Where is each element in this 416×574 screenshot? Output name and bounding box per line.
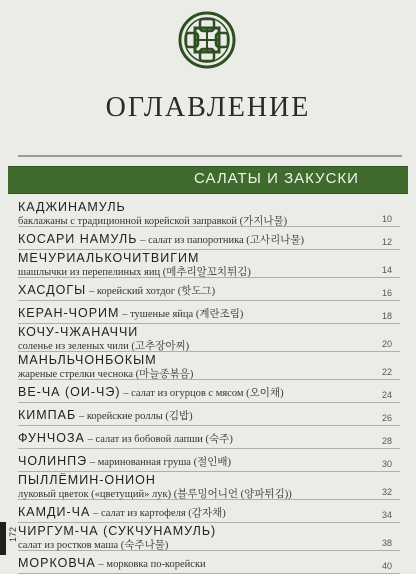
toc-entry[interactable] bbox=[18, 403, 400, 426]
entry-description: – маринованная груша (절인배) bbox=[89, 457, 231, 468]
entry-page: 26 bbox=[381, 413, 392, 423]
entry-name: КИМПАБ bbox=[18, 408, 77, 422]
entry-name: МОРКОВЧА bbox=[18, 556, 96, 570]
entry-name: КЕРАН-ЧОРИМ bbox=[18, 306, 120, 320]
toc-entry[interactable] bbox=[18, 426, 400, 449]
entry-description: салат из ростков маша (숙주나물) bbox=[18, 540, 169, 551]
entry-description: – корейские роллы (김밥) bbox=[78, 411, 193, 422]
entry-description: – тушеные яйца (계란조림) bbox=[122, 309, 244, 320]
entry-description: соленье из зеленых чили (고추장아찌) bbox=[18, 341, 190, 352]
title-divider bbox=[18, 155, 402, 157]
toc-entry[interactable] bbox=[18, 227, 400, 250]
entry-description: – салат из огурцов с мясом (오이채) bbox=[123, 388, 284, 399]
entry-description: – салат из бобовой лапши (숙주) bbox=[87, 434, 233, 445]
entry-name: КОЧУ-ЧЖАНАЧЧИ bbox=[18, 325, 139, 339]
entry-page: 10 bbox=[381, 214, 392, 224]
entry-page: 28 bbox=[381, 436, 392, 446]
entry-page: 12 bbox=[381, 237, 392, 247]
entry-description: шашлычки из перепелиных яиц (메추리알꼬치튀김) bbox=[18, 267, 251, 278]
entry-name: КАМДИ-ЧА bbox=[18, 505, 91, 519]
toc-entry[interactable] bbox=[18, 199, 400, 227]
entry-description: жареные стрелки чеснока (마늘종볶음) bbox=[18, 369, 194, 380]
entry-description: баклажаны с традиционной корейской заправкой (가지나물) bbox=[18, 216, 288, 227]
entry-page: 34 bbox=[381, 510, 392, 520]
entry-page: 18 bbox=[381, 311, 392, 321]
section-title: САЛАТЫ И ЗАКУСКИ bbox=[194, 170, 359, 187]
toc-entry[interactable] bbox=[18, 301, 400, 324]
entry-page: 32 bbox=[381, 487, 392, 497]
entry-name: ФУНЧОЗА bbox=[18, 431, 85, 445]
entry-name: ЧИРГУМ-ЧА (СУКЧУНАМУЛЬ) bbox=[18, 524, 217, 538]
table-of-contents bbox=[18, 199, 400, 574]
entry-name: МЕЧУРИАЛЬКОЧИТВИГИМ bbox=[18, 251, 200, 265]
entry-name: ХАСДОГЫ bbox=[18, 283, 87, 297]
entry-name: КАДЖИНАМУЛЬ bbox=[18, 200, 126, 214]
entry-page: 16 bbox=[381, 288, 392, 298]
entry-description: луковый цветок («цветущий» лук) (블루밍어니언 (양파튀김)) bbox=[18, 489, 292, 500]
folio-bar bbox=[0, 522, 6, 555]
toc-entry[interactable] bbox=[18, 449, 400, 472]
entry-name: КОСАРИ НАМУЛЬ bbox=[18, 232, 138, 246]
entry-page: 30 bbox=[381, 459, 392, 469]
toc-entry[interactable] bbox=[18, 551, 400, 574]
entry-page: 40 bbox=[381, 561, 392, 571]
entry-name: ЧОЛИНПЭ bbox=[18, 454, 88, 468]
entry-description: – салат из папоротника (고사리나물) bbox=[140, 235, 305, 246]
toc-entry[interactable] bbox=[18, 278, 400, 301]
page-number: 172 bbox=[8, 527, 18, 543]
entry-description: – салат из картофеля (감자채) bbox=[93, 508, 226, 519]
toc-entry[interactable] bbox=[18, 324, 400, 352]
entry-name: ВЕ-ЧА (ОИ-ЧЭ) bbox=[18, 385, 121, 399]
toc-entry[interactable] bbox=[18, 472, 400, 500]
page-title: ОГЛАВЛЕНИЕ bbox=[105, 92, 311, 123]
entry-name: ПЫЛЛЁМИН-ОНИОН bbox=[18, 473, 156, 487]
toc-entry[interactable] bbox=[18, 250, 400, 278]
entry-page: 22 bbox=[381, 367, 392, 377]
toc-entry[interactable] bbox=[18, 380, 400, 403]
toc-entry[interactable] bbox=[18, 500, 400, 523]
entry-description: – корейский хотдог (핫도그) bbox=[88, 286, 216, 297]
entry-page: 20 bbox=[381, 339, 392, 349]
toc-entry[interactable] bbox=[18, 523, 400, 551]
toc-entry[interactable] bbox=[18, 352, 400, 380]
entry-page: 14 bbox=[381, 265, 392, 275]
entry-page: 38 bbox=[381, 538, 392, 548]
entry-page: 24 bbox=[381, 390, 392, 400]
entry-description: – морковка по-корейски bbox=[98, 559, 206, 570]
knot-emblem-icon bbox=[178, 10, 236, 70]
entry-name: МАНЬЛЬЧОНБОКЫМ bbox=[18, 353, 157, 367]
section-header bbox=[8, 166, 408, 194]
